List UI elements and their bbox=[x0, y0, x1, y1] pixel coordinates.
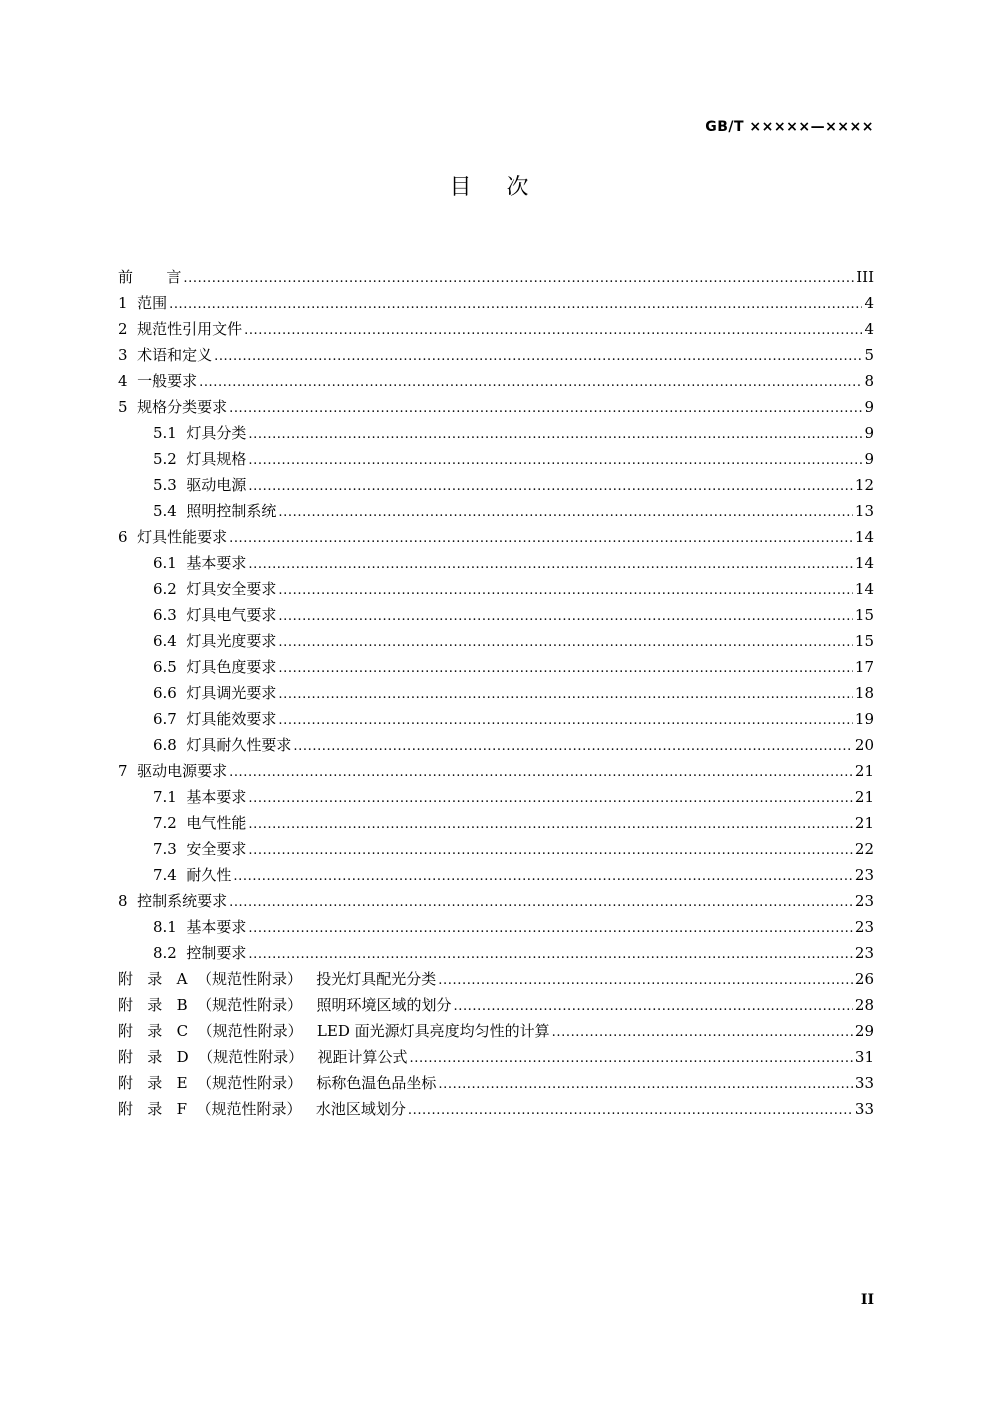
toc-entry[interactable] bbox=[118, 316, 874, 342]
toc-entry-page: 15 bbox=[854, 606, 874, 624]
toc-entry-label: 8 控制系统要求 bbox=[118, 892, 228, 910]
toc-entry-label: 4 一般要求 bbox=[118, 372, 198, 390]
toc-entry-page: 18 bbox=[854, 684, 874, 702]
toc-entry[interactable] bbox=[118, 680, 874, 706]
toc-entry-page: 31 bbox=[854, 1048, 874, 1066]
toc-entry-page: 4 bbox=[864, 294, 874, 312]
toc-leader-dots bbox=[248, 812, 853, 838]
toc-entry-page: 9 bbox=[864, 450, 874, 468]
toc-entry[interactable] bbox=[118, 706, 874, 732]
toc-entry-label: 7.3 安全要求 bbox=[153, 840, 247, 858]
toc-entry-label: 附 录 E （规范性附录） 标称色温色品坐标 bbox=[118, 1074, 437, 1092]
toc-entry[interactable] bbox=[118, 472, 874, 498]
toc-entry-label: 附 录 A （规范性附录） 投光灯具配光分类 bbox=[118, 970, 437, 988]
toc-entry-page: 21 bbox=[854, 762, 874, 780]
toc-entry-page: 21 bbox=[854, 814, 874, 832]
toc-entry-page: 9 bbox=[864, 424, 874, 442]
toc-entry-label: 2 规范性引用文件 bbox=[118, 320, 243, 338]
page-number: II bbox=[860, 1292, 874, 1308]
toc-entry-page: 23 bbox=[854, 918, 874, 936]
toc-leader-dots bbox=[229, 890, 853, 916]
toc-leader-dots bbox=[278, 656, 853, 682]
toc-leader-dots bbox=[278, 500, 853, 526]
toc-entry[interactable] bbox=[118, 290, 874, 316]
toc-entry[interactable] bbox=[118, 420, 874, 446]
toc-leader-dots bbox=[229, 526, 853, 552]
toc-entry-label: 6.5 灯具色度要求 bbox=[153, 658, 277, 676]
toc-entry[interactable] bbox=[118, 966, 874, 992]
toc-entry-label: 6.4 灯具光度要求 bbox=[153, 632, 277, 650]
toc-entry-label: 3 术语和定义 bbox=[118, 346, 213, 364]
toc-entry[interactable] bbox=[118, 524, 874, 550]
toc-entry-label: 6.2 灯具安全要求 bbox=[153, 580, 277, 598]
toc-entry-page: 22 bbox=[854, 840, 874, 858]
toc-entry-page: 4 bbox=[864, 320, 874, 338]
toc-entry-label: 附 录 F （规范性附录） 水池区域划分 bbox=[118, 1100, 406, 1118]
toc-entry[interactable] bbox=[118, 446, 874, 472]
toc-entry-label: 7.2 电气性能 bbox=[153, 814, 247, 832]
toc-entry-label: 7.4 耐久性 bbox=[153, 866, 232, 884]
toc-entry[interactable] bbox=[118, 368, 874, 394]
toc-entry-page: 23 bbox=[854, 892, 874, 910]
toc-leader-dots bbox=[248, 474, 853, 500]
toc-entry-label: 5.1 灯具分类 bbox=[153, 424, 247, 442]
toc-entry[interactable] bbox=[118, 654, 874, 680]
toc-entry-label: 附 录 D （规范性附录） 视距计算公式 bbox=[118, 1048, 408, 1066]
toc-entry-label: 5.4 照明控制系统 bbox=[153, 502, 277, 520]
toc-entry[interactable] bbox=[118, 602, 874, 628]
toc-leader-dots bbox=[199, 370, 862, 396]
toc-leader-dots bbox=[278, 708, 853, 734]
toc-entry-label: 附 录 C （规范性附录） LED 面光源灯具亮度均匀性的计算 bbox=[118, 1022, 550, 1040]
toc-leader-dots bbox=[438, 1072, 853, 1098]
toc-entry[interactable] bbox=[118, 576, 874, 602]
toc-entry[interactable] bbox=[118, 862, 874, 888]
toc-leader-dots bbox=[278, 604, 853, 630]
toc-leader-dots bbox=[229, 396, 862, 422]
toc-entry-page: 13 bbox=[854, 502, 874, 520]
toc-entry-page: 17 bbox=[854, 658, 874, 676]
toc-title: 目 次 bbox=[449, 175, 543, 200]
toc-entry-label: 附 录 B （规范性附录） 照明环境区域的划分 bbox=[118, 996, 452, 1014]
toc-entry-page: 21 bbox=[854, 788, 874, 806]
toc-leader-dots bbox=[248, 552, 853, 578]
toc-entry-label: 6.1 基本要求 bbox=[153, 554, 247, 572]
toc-entry-page: 14 bbox=[854, 528, 874, 546]
toc-entry-label: 5.2 灯具规格 bbox=[153, 450, 247, 468]
toc-entry[interactable] bbox=[118, 888, 874, 914]
toc-entry[interactable] bbox=[118, 810, 874, 836]
toc-entry-label: 7.1 基本要求 bbox=[153, 788, 247, 806]
toc-entry[interactable] bbox=[118, 940, 874, 966]
toc-leader-dots bbox=[248, 942, 853, 968]
toc-entry-label: 6 灯具性能要求 bbox=[118, 528, 228, 546]
toc-entry[interactable] bbox=[118, 1044, 874, 1070]
toc-leader-dots bbox=[278, 630, 853, 656]
toc-leader-dots bbox=[248, 448, 862, 474]
toc-entry-page: 5 bbox=[864, 346, 874, 364]
toc-leader-dots bbox=[233, 864, 853, 890]
toc-entry[interactable] bbox=[118, 732, 874, 758]
toc-leader-dots bbox=[293, 734, 853, 760]
toc-entry[interactable] bbox=[118, 992, 874, 1018]
toc-entry[interactable] bbox=[118, 550, 874, 576]
toc-entry-page: 29 bbox=[854, 1022, 874, 1040]
toc-leader-dots bbox=[183, 266, 854, 292]
toc-entry-page: 33 bbox=[854, 1074, 874, 1092]
toc-entry-page: 19 bbox=[854, 710, 874, 728]
toc-entry-label: 8.2 控制要求 bbox=[153, 944, 247, 962]
toc-entry-page: 9 bbox=[864, 398, 874, 416]
toc-entry-label: 6.8 灯具耐久性要求 bbox=[153, 736, 292, 754]
toc-entry-page: 23 bbox=[854, 944, 874, 962]
toc-entry-label: 6.6 灯具调光要求 bbox=[153, 684, 277, 702]
toc-entry[interactable] bbox=[118, 1018, 874, 1044]
toc-entry[interactable] bbox=[118, 394, 874, 420]
toc-entry-page: 23 bbox=[854, 866, 874, 884]
toc-entry-label: 5.3 驱动电源 bbox=[153, 476, 247, 494]
toc-entry-label: 6.3 灯具电气要求 bbox=[153, 606, 277, 624]
toc-leader-dots bbox=[248, 422, 862, 448]
toc-entry[interactable] bbox=[118, 836, 874, 862]
toc-entry-page: 28 bbox=[854, 996, 874, 1014]
toc-entry[interactable] bbox=[118, 758, 874, 784]
toc-entry-label: 5 规格分类要求 bbox=[118, 398, 228, 416]
toc-entry[interactable] bbox=[118, 1070, 874, 1096]
toc-entry-label: 7 驱动电源要求 bbox=[118, 762, 228, 780]
standard-code: GB/T ×××××—×××× bbox=[705, 119, 874, 135]
toc-entry[interactable] bbox=[118, 342, 874, 368]
toc-leader-dots bbox=[248, 786, 853, 812]
table-of-contents bbox=[118, 264, 874, 1122]
toc-entry-page: 26 bbox=[854, 970, 874, 988]
toc-entry-page: 20 bbox=[854, 736, 874, 754]
toc-entry[interactable] bbox=[118, 784, 874, 810]
toc-entry[interactable] bbox=[118, 264, 874, 290]
toc-entry[interactable] bbox=[118, 914, 874, 940]
toc-entry-page: 14 bbox=[854, 554, 874, 572]
toc-entry-page: 14 bbox=[854, 580, 874, 598]
toc-leader-dots bbox=[278, 578, 853, 604]
toc-entry[interactable] bbox=[118, 1096, 874, 1122]
toc-leader-dots bbox=[244, 318, 862, 344]
toc-leader-dots bbox=[453, 994, 852, 1020]
toc-leader-dots bbox=[248, 838, 853, 864]
toc-leader-dots bbox=[214, 344, 862, 370]
toc-entry-page: 12 bbox=[854, 476, 874, 494]
toc-entry[interactable] bbox=[118, 628, 874, 654]
toc-entry-page: 15 bbox=[854, 632, 874, 650]
toc-leader-dots bbox=[409, 1046, 852, 1072]
toc-leader-dots bbox=[408, 1098, 853, 1124]
toc-entry-page: 8 bbox=[864, 372, 874, 390]
toc-entry-page: III bbox=[856, 268, 874, 286]
toc-entry-label: 前 言 bbox=[118, 268, 182, 286]
toc-entry[interactable] bbox=[118, 498, 874, 524]
toc-leader-dots bbox=[248, 916, 853, 942]
toc-entry-label: 6.7 灯具能效要求 bbox=[153, 710, 277, 728]
toc-entry-page: 33 bbox=[854, 1100, 874, 1118]
toc-leader-dots bbox=[552, 1020, 853, 1046]
toc-entry-label: 1 范围 bbox=[118, 294, 168, 312]
toc-leader-dots bbox=[169, 292, 862, 318]
toc-leader-dots bbox=[229, 760, 853, 786]
toc-leader-dots bbox=[278, 682, 853, 708]
toc-leader-dots bbox=[438, 968, 853, 994]
toc-entry-label: 8.1 基本要求 bbox=[153, 918, 247, 936]
